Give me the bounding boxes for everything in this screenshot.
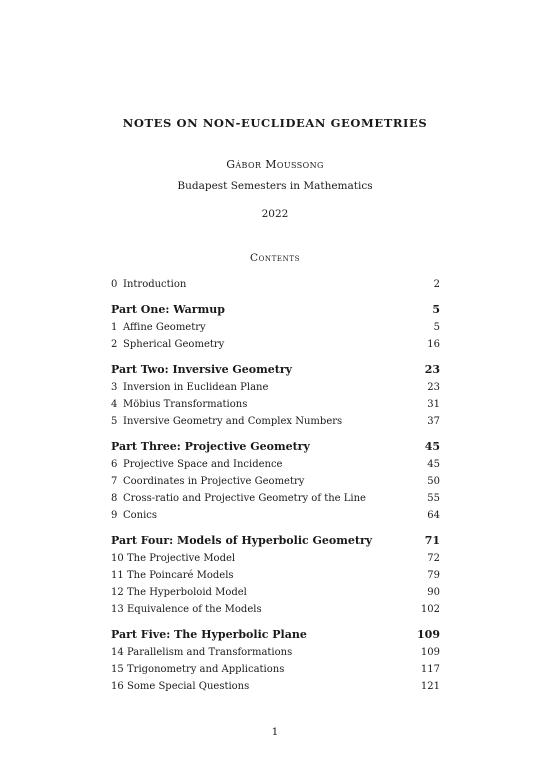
chapter-title: Parallelism and Transformations: [127, 647, 293, 658]
toc-part-three[interactable]: [111, 438, 440, 456]
author-name: Gábor Moussong: [226, 158, 324, 171]
part-page: 5: [432, 303, 440, 316]
chapter-number: 7: [111, 476, 118, 487]
chapter-title: Introduction: [123, 279, 187, 290]
affiliation: Budapest Semesters in Mathematics: [177, 180, 373, 192]
page-number: 1: [271, 726, 279, 738]
toc-entry[interactable]: [111, 601, 440, 618]
chapter-title: Coordinates in Projective Geometry: [123, 476, 305, 487]
chapter-page: 90: [427, 587, 440, 598]
part-page: 71: [424, 534, 440, 547]
toc-entry[interactable]: [111, 567, 440, 584]
chapter-number: 10: [111, 553, 124, 564]
chapter-number: 13: [111, 604, 124, 615]
chapter-page: 72: [427, 553, 440, 564]
part-page: 45: [424, 440, 440, 453]
chapter-page: 16: [427, 339, 440, 350]
chapter-page: 109: [420, 647, 440, 658]
chapter-title: The Projective Model: [127, 553, 236, 564]
part-title: Part Four: Models of Hyperbolic Geometry: [111, 534, 373, 547]
toc-entry[interactable]: [111, 379, 440, 396]
toc-entry[interactable]: [111, 490, 440, 507]
chapter-page: 23: [427, 382, 440, 393]
chapter-title: Spherical Geometry: [123, 339, 225, 350]
chapter-title: Inversion in Euclidean Plane: [123, 382, 269, 393]
chapter-page: 64: [427, 510, 440, 521]
toc-entry[interactable]: [111, 413, 440, 430]
chapter-page: 2: [433, 279, 440, 290]
toc-entry[interactable]: [111, 396, 440, 413]
chapter-number: 4: [111, 399, 118, 410]
chapter-page: 31: [427, 399, 440, 410]
toc-entry[interactable]: [111, 336, 440, 353]
toc-part-five[interactable]: [111, 626, 440, 644]
toc-part-one[interactable]: [111, 301, 440, 319]
toc-entry[interactable]: [111, 456, 440, 473]
chapter-page: 117: [420, 664, 440, 675]
chapter-title: Cross-ratio and Projective Geometry of the Line: [123, 493, 366, 504]
chapter-title: Equivalence of the Models: [127, 604, 262, 615]
chapter-page: 79: [427, 570, 440, 581]
part-page: 23: [424, 363, 440, 376]
toc-entry[interactable]: [111, 678, 440, 695]
chapter-number: 6: [111, 459, 118, 470]
toc-part-two[interactable]: [111, 361, 440, 379]
chapter-page: 37: [427, 416, 440, 427]
toc-entry[interactable]: [111, 473, 440, 490]
chapter-title: Affine Geometry: [123, 322, 206, 333]
chapter-title: Projective Space and Incidence: [123, 459, 283, 470]
part-page: 109: [417, 628, 440, 641]
toc-entry[interactable]: [111, 584, 440, 601]
chapter-title: Conics: [123, 510, 158, 521]
toc-entry[interactable]: [111, 507, 440, 524]
chapter-page: 50: [427, 476, 440, 487]
chapter-title: Inversive Geometry and Complex Numbers: [123, 416, 343, 427]
chapter-number: 2: [111, 339, 118, 350]
chapter-number: 9: [111, 510, 118, 521]
chapter-page: 55: [427, 493, 440, 504]
chapter-title: Trigonometry and Applications: [127, 664, 285, 675]
chapter-page: 102: [420, 604, 440, 615]
contents-heading: Contents: [249, 252, 301, 264]
part-title: Part Three: Projective Geometry: [111, 440, 310, 453]
publication-year: 2022: [261, 208, 289, 220]
part-title: Part One: Warmup: [111, 303, 225, 316]
chapter-number: 12: [111, 587, 124, 598]
chapter-number: 0: [111, 279, 118, 290]
chapter-title: Some Special Questions: [127, 681, 250, 692]
chapter-number: 8: [111, 493, 118, 504]
chapter-number: 16: [111, 681, 124, 692]
chapter-title: The Poincaré Models: [127, 570, 234, 581]
chapter-number: 11: [111, 570, 124, 581]
toc-entry[interactable]: [111, 661, 440, 678]
toc-entry[interactable]: [111, 550, 440, 567]
toc-entry[interactable]: [111, 319, 440, 336]
toc-entry[interactable]: [111, 644, 440, 661]
chapter-page: 121: [420, 681, 440, 692]
chapter-page: 5: [433, 322, 440, 333]
chapter-number: 15: [111, 664, 124, 675]
chapter-number: 5: [111, 416, 118, 427]
chapter-title: The Hyperboloid Model: [127, 587, 247, 598]
chapter-number: 1: [111, 322, 118, 333]
chapter-number: 14: [111, 647, 124, 658]
table-of-contents: [111, 276, 440, 695]
toc-part-four[interactable]: [111, 532, 440, 550]
chapter-page: 45: [427, 459, 440, 470]
toc-entry-introduction[interactable]: [111, 276, 440, 293]
chapter-number: 3: [111, 382, 118, 393]
chapter-title: Möbius Transformations: [123, 399, 248, 410]
part-title: Part Five: The Hyperbolic Plane: [111, 628, 307, 641]
part-title: Part Two: Inversive Geometry: [111, 363, 293, 376]
document-title: NOTES ON NON-EUCLIDEAN GEOMETRIES: [122, 116, 428, 130]
